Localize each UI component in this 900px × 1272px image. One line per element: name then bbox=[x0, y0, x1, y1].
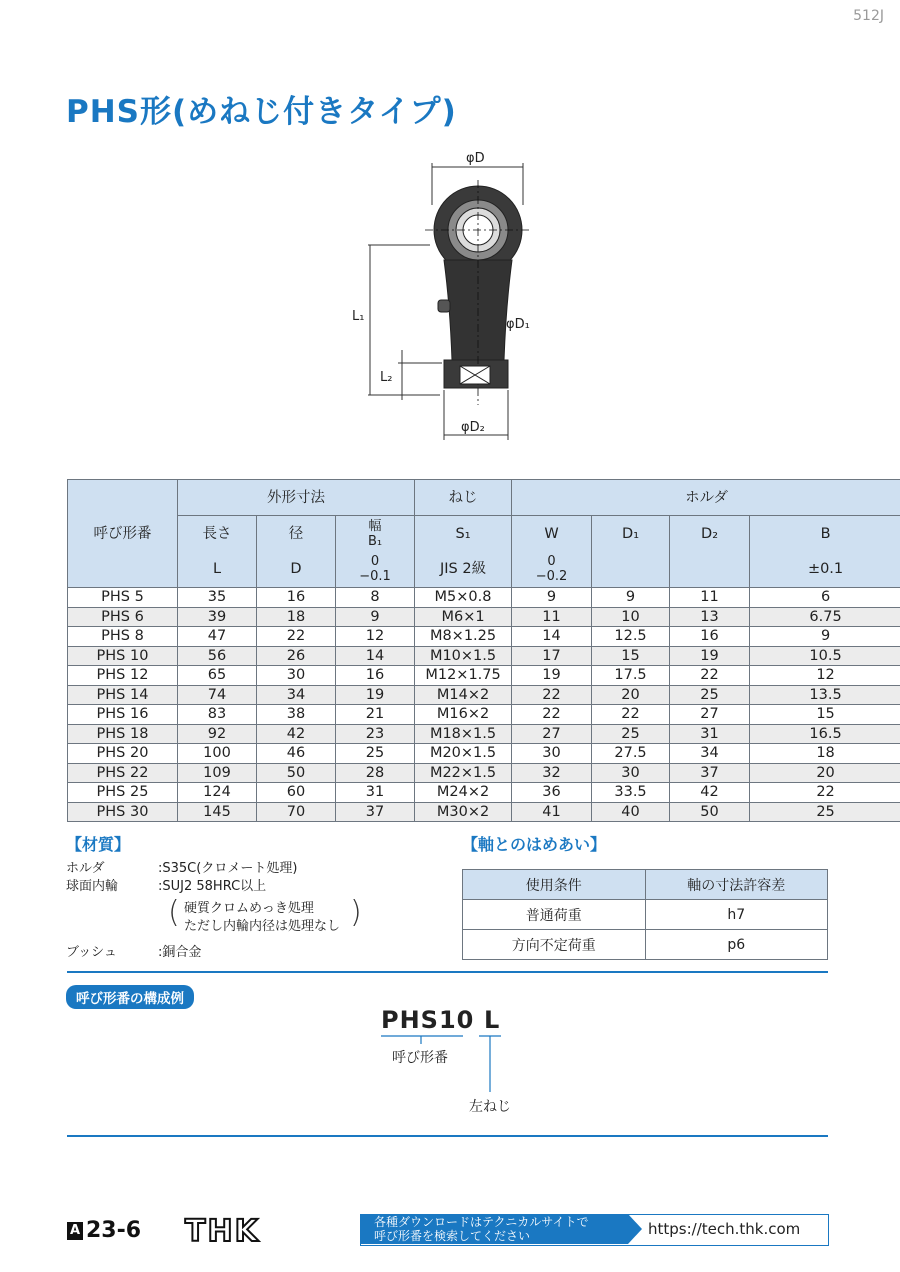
page-title: PHS形(めねじ付きタイプ) bbox=[66, 94, 457, 130]
fit-table bbox=[462, 869, 828, 960]
fit-condition: 方向不定荷重 bbox=[463, 930, 646, 960]
holder-label: ホルダ bbox=[66, 861, 105, 876]
table-row bbox=[68, 666, 900, 686]
header-outer-dimensions: 外形寸法 bbox=[178, 480, 415, 516]
value-cell: 9 bbox=[750, 627, 900, 647]
header-thread-grade: JIS 2級 bbox=[415, 552, 512, 588]
model-cell: PHS 22 bbox=[68, 763, 178, 783]
value-cell: 20 bbox=[750, 763, 900, 783]
fit-tolerance: p6 bbox=[645, 930, 828, 960]
value-cell: 34 bbox=[257, 685, 336, 705]
value-cell: 22 bbox=[257, 627, 336, 647]
model-cell: PHS 18 bbox=[68, 724, 178, 744]
value-cell: 19 bbox=[336, 685, 415, 705]
value-cell: 100 bbox=[178, 744, 257, 764]
value-cell: M30×2 bbox=[415, 802, 512, 822]
plating-note-line1: 硬質クロムめっき処理 bbox=[184, 901, 314, 916]
table-row bbox=[68, 685, 900, 705]
divider bbox=[67, 971, 828, 973]
value-cell: M12×1.75 bbox=[415, 666, 512, 686]
label-l2: L₂ bbox=[380, 370, 393, 385]
value-cell: 25 bbox=[336, 744, 415, 764]
header-width-label: 幅 bbox=[368, 518, 382, 534]
download-line-2: 呼び形番を検索してください bbox=[374, 1229, 531, 1243]
table-row bbox=[68, 705, 900, 725]
header-width-tolerance bbox=[336, 552, 415, 588]
value-cell: 47 bbox=[178, 627, 257, 647]
table-row bbox=[68, 627, 900, 647]
value-cell: 16 bbox=[670, 627, 750, 647]
site-url-link[interactable]: https://tech.thk.com bbox=[648, 1220, 801, 1238]
value-cell: M8×1.25 bbox=[415, 627, 512, 647]
value-cell: 31 bbox=[670, 724, 750, 744]
materials-heading: 【材質】 bbox=[66, 835, 131, 854]
value-cell: 22 bbox=[512, 685, 592, 705]
example-badge: 呼び形番の構成例 bbox=[66, 985, 194, 1009]
value-cell: 25 bbox=[750, 802, 900, 822]
value-cell: 27 bbox=[670, 705, 750, 725]
value-cell: 42 bbox=[670, 783, 750, 803]
value-cell: 22 bbox=[592, 705, 670, 725]
header-thread: ねじ bbox=[415, 480, 512, 516]
value-cell: 12.5 bbox=[592, 627, 670, 647]
value-cell: 92 bbox=[178, 724, 257, 744]
arrow-right-icon bbox=[628, 1214, 642, 1244]
value-cell: 22 bbox=[750, 783, 900, 803]
divider bbox=[67, 1135, 828, 1137]
value-cell: 50 bbox=[670, 802, 750, 822]
value-cell: 18 bbox=[257, 607, 336, 627]
table-row bbox=[68, 588, 900, 608]
value-cell: 27 bbox=[512, 724, 592, 744]
model-cell: PHS 8 bbox=[68, 627, 178, 647]
value-cell: 35 bbox=[178, 588, 257, 608]
table-row bbox=[68, 744, 900, 764]
table-row bbox=[68, 646, 900, 666]
page-code: 512J bbox=[853, 8, 884, 24]
plating-note-line2: ただし内輪内径は処理なし bbox=[184, 919, 341, 934]
value-cell: 13.5 bbox=[750, 685, 900, 705]
rod-end-drawing bbox=[350, 145, 550, 445]
value-cell: M16×2 bbox=[415, 705, 512, 725]
value-cell: 33.5 bbox=[592, 783, 670, 803]
fit-condition: 普通荷重 bbox=[463, 900, 646, 930]
value-cell: 14 bbox=[512, 627, 592, 647]
page-number-text: 23-6 bbox=[86, 1218, 142, 1243]
header-diameter: 径 bbox=[257, 516, 336, 552]
page-number bbox=[67, 1218, 141, 1243]
model-cell: PHS 5 bbox=[68, 588, 178, 608]
value-cell: M24×2 bbox=[415, 783, 512, 803]
value-cell: 18 bbox=[750, 744, 900, 764]
value-cell: 37 bbox=[336, 802, 415, 822]
value-cell: 23 bbox=[336, 724, 415, 744]
value-cell: 36 bbox=[512, 783, 592, 803]
header-b-tolerance: ±0.1 bbox=[750, 552, 900, 588]
value-cell: 74 bbox=[178, 685, 257, 705]
example-suffix-label: 左ねじ bbox=[469, 1099, 511, 1115]
model-cell: PHS 6 bbox=[68, 607, 178, 627]
header-thread-symbol: S₁ bbox=[415, 516, 512, 552]
model-cell: PHS 30 bbox=[68, 802, 178, 822]
value-cell: 8 bbox=[336, 588, 415, 608]
value-cell: 34 bbox=[670, 744, 750, 764]
value-cell: 10.5 bbox=[750, 646, 900, 666]
value-cell: M14×2 bbox=[415, 685, 512, 705]
fit-header-tolerance: 軸の寸法許容差 bbox=[645, 870, 828, 900]
value-cell: 60 bbox=[257, 783, 336, 803]
header-d1: D₁ bbox=[592, 516, 670, 552]
model-cell: PHS 10 bbox=[68, 646, 178, 666]
ball-label: 球面内輪 bbox=[66, 879, 119, 894]
value-cell: 10 bbox=[592, 607, 670, 627]
bush-label: ブッシュ bbox=[66, 945, 117, 960]
table-row bbox=[68, 607, 900, 627]
value-cell: 32 bbox=[512, 763, 592, 783]
value-cell: 20 bbox=[592, 685, 670, 705]
table-row bbox=[463, 930, 828, 960]
header-d2: D₂ bbox=[670, 516, 750, 552]
value-cell: M18×1.5 bbox=[415, 724, 512, 744]
paren-close: ) bbox=[350, 895, 362, 930]
value-cell: M10×1.5 bbox=[415, 646, 512, 666]
value-cell: 25 bbox=[670, 685, 750, 705]
value-cell: 21 bbox=[336, 705, 415, 725]
model-cell: PHS 16 bbox=[68, 705, 178, 725]
value-cell: 19 bbox=[670, 646, 750, 666]
value-cell: 9 bbox=[512, 588, 592, 608]
value-cell: 124 bbox=[178, 783, 257, 803]
header-width-symbol: B₁ bbox=[367, 533, 383, 549]
tol-top: 0 bbox=[547, 554, 556, 570]
value-cell: 6 bbox=[750, 588, 900, 608]
example-model-label: 呼び形番 bbox=[392, 1050, 448, 1066]
header-w: W bbox=[512, 516, 592, 552]
example-model: PHS10 bbox=[381, 1006, 475, 1034]
model-cell: PHS 12 bbox=[68, 666, 178, 686]
ball-value: :SUJ2 58HRC以上 bbox=[158, 879, 267, 894]
thk-logo: THK bbox=[185, 1214, 260, 1249]
plating-note bbox=[168, 895, 370, 936]
value-cell: 83 bbox=[178, 705, 257, 725]
table-row bbox=[68, 783, 900, 803]
value-cell: M20×1.5 bbox=[415, 744, 512, 764]
label-d1: φD₁ bbox=[506, 317, 530, 332]
header-model: 呼び形番 bbox=[68, 480, 178, 588]
value-cell: 40 bbox=[592, 802, 670, 822]
value-cell: M5×0.8 bbox=[415, 588, 512, 608]
section-letter: A bbox=[67, 1222, 83, 1240]
value-cell: 30 bbox=[512, 744, 592, 764]
value-cell: 11 bbox=[670, 588, 750, 608]
value-cell: 22 bbox=[670, 666, 750, 686]
value-cell: 30 bbox=[592, 763, 670, 783]
label-l1: L₁ bbox=[352, 309, 365, 324]
model-cell: PHS 25 bbox=[68, 783, 178, 803]
value-cell: 50 bbox=[257, 763, 336, 783]
model-cell: PHS 14 bbox=[68, 685, 178, 705]
value-cell: 37 bbox=[670, 763, 750, 783]
holder-value: :S35C(クロメート処理) bbox=[158, 861, 298, 876]
tol-top: 0 bbox=[370, 554, 380, 570]
value-cell: 42 bbox=[257, 724, 336, 744]
header-b: B bbox=[750, 516, 900, 552]
spec-table bbox=[67, 479, 900, 822]
value-cell: 17.5 bbox=[592, 666, 670, 686]
value-cell: M6×1 bbox=[415, 607, 512, 627]
value-cell: M22×1.5 bbox=[415, 763, 512, 783]
value-cell: 15 bbox=[750, 705, 900, 725]
header-length-symbol: L bbox=[178, 552, 257, 588]
table-row bbox=[68, 763, 900, 783]
header-holder: ホルダ bbox=[512, 480, 900, 516]
bush-value: :銅合金 bbox=[158, 945, 202, 960]
fit-header-condition: 使用条件 bbox=[463, 870, 646, 900]
value-cell: 31 bbox=[336, 783, 415, 803]
value-cell: 19 bbox=[512, 666, 592, 686]
value-cell: 46 bbox=[257, 744, 336, 764]
table-row bbox=[68, 802, 900, 822]
label-d: φD bbox=[466, 151, 485, 166]
label-d2: φD₂ bbox=[461, 420, 485, 435]
value-cell: 12 bbox=[750, 666, 900, 686]
paren-open: ( bbox=[168, 895, 180, 930]
example-suffix: L bbox=[484, 1006, 500, 1034]
value-cell: 30 bbox=[257, 666, 336, 686]
value-cell: 11 bbox=[512, 607, 592, 627]
value-cell: 25 bbox=[592, 724, 670, 744]
value-cell: 65 bbox=[178, 666, 257, 686]
header-d1-tolerance bbox=[592, 552, 670, 588]
value-cell: 39 bbox=[178, 607, 257, 627]
download-line-1: 各種ダウンロードはテクニカルサイトで bbox=[374, 1215, 589, 1229]
value-cell: 56 bbox=[178, 646, 257, 666]
value-cell: 12 bbox=[336, 627, 415, 647]
header-w-tolerance bbox=[512, 552, 592, 588]
value-cell: 14 bbox=[336, 646, 415, 666]
table-row bbox=[68, 724, 900, 744]
value-cell: 16 bbox=[257, 588, 336, 608]
table-row bbox=[463, 900, 828, 930]
value-cell: 9 bbox=[336, 607, 415, 627]
header-diameter-symbol: D bbox=[257, 552, 336, 588]
tol-bottom: −0.2 bbox=[535, 569, 568, 585]
value-cell: 6.75 bbox=[750, 607, 900, 627]
value-cell: 26 bbox=[257, 646, 336, 666]
header-width bbox=[336, 516, 415, 552]
value-cell: 15 bbox=[592, 646, 670, 666]
value-cell: 145 bbox=[178, 802, 257, 822]
value-cell: 13 bbox=[670, 607, 750, 627]
value-cell: 9 bbox=[592, 588, 670, 608]
value-cell: 109 bbox=[178, 763, 257, 783]
fit-tolerance: h7 bbox=[645, 900, 828, 930]
fit-heading: 【軸とのはめあい】 bbox=[462, 835, 607, 854]
download-banner-text bbox=[360, 1214, 628, 1244]
model-cell: PHS 20 bbox=[68, 744, 178, 764]
value-cell: 28 bbox=[336, 763, 415, 783]
value-cell: 17 bbox=[512, 646, 592, 666]
tol-bottom: −0.1 bbox=[359, 569, 391, 585]
value-cell: 70 bbox=[257, 802, 336, 822]
value-cell: 27.5 bbox=[592, 744, 670, 764]
value-cell: 16.5 bbox=[750, 724, 900, 744]
header-length: 長さ bbox=[178, 516, 257, 552]
spec-table-body bbox=[68, 588, 900, 822]
value-cell: 16 bbox=[336, 666, 415, 686]
value-cell: 38 bbox=[257, 705, 336, 725]
header-d2-tolerance bbox=[670, 552, 750, 588]
value-cell: 41 bbox=[512, 802, 592, 822]
value-cell: 22 bbox=[512, 705, 592, 725]
